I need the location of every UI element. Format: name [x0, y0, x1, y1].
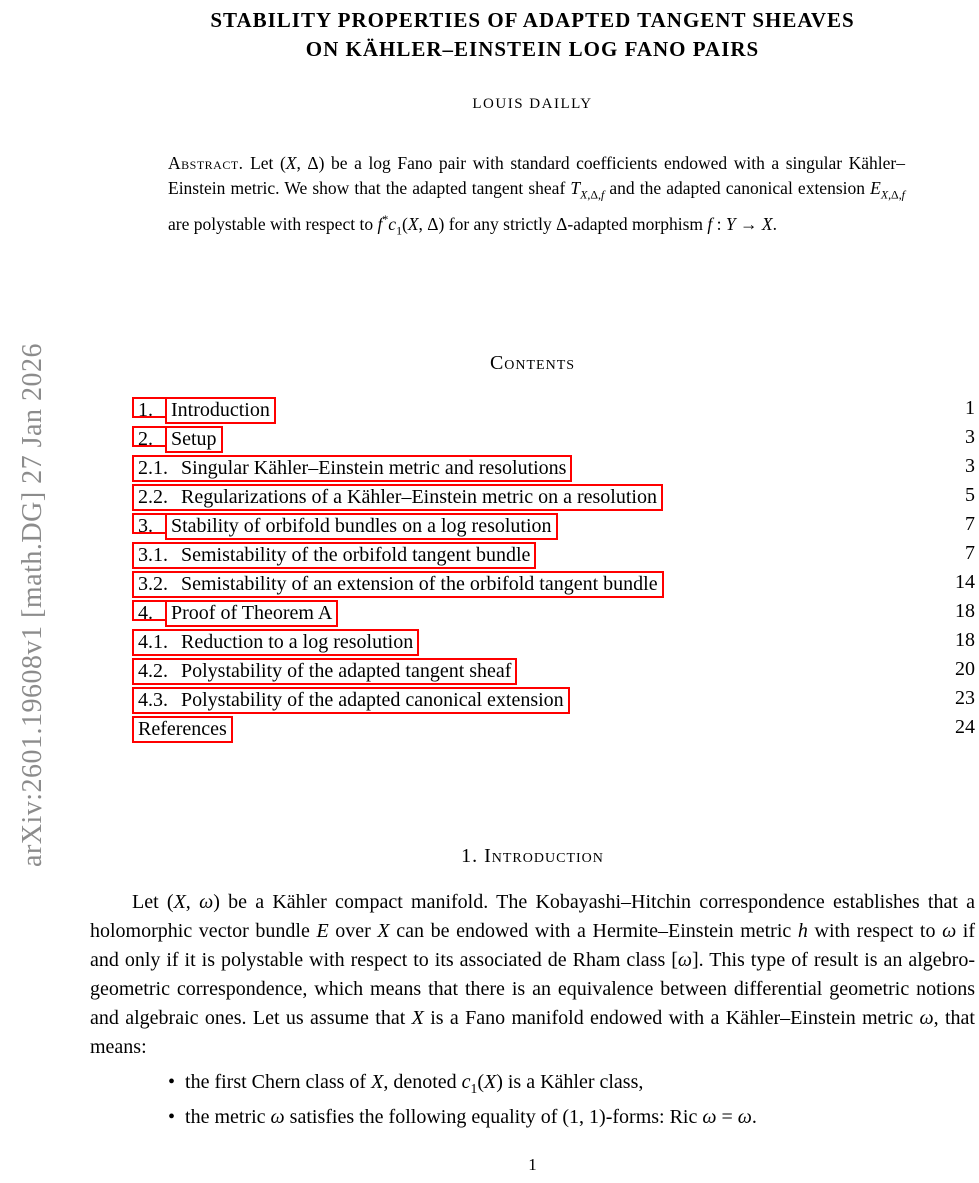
abstract-label: Abstract.	[168, 153, 244, 173]
toc-entry	[132, 571, 975, 600]
toc-link-title[interactable]: Proof of Theorem A	[165, 600, 338, 627]
toc-page-number: 23	[955, 686, 975, 709]
toc-page-number: 3	[965, 425, 975, 448]
toc-link[interactable]	[132, 571, 664, 598]
intro-paragraph: Let (X, ω) be a Kähler compact manifold. The Kobayashi–Hitchin correspondence establishes that a holomorphic vector bundle E over X can be endowed with a Hermite–Einstein metric h with respect to ω if and only if it is polystable with respect to its associated de Rham class [ω]. This type of result is an algebro-geometric correspondence, which means that there is an equivalence between differential geometric notions and algebraic ones. Let us assume that X is a Fano manifold endowed with a Kähler–Einstein metric ω, that means:	[90, 890, 976, 1058]
toc-link-title[interactable]: References	[132, 716, 233, 743]
toc-link[interactable]	[132, 484, 663, 511]
toc-link-title[interactable]: Setup	[165, 426, 223, 453]
toc-link[interactable]	[132, 600, 338, 627]
toc-entry	[132, 542, 975, 571]
paper-title-line2: ON KÄHLER–EINSTEIN LOG FANO PAIRS	[305, 37, 760, 61]
toc-page-number: 5	[965, 483, 975, 506]
toc-link-number[interactable]: 4.1.	[138, 630, 168, 653]
toc-page-number: 7	[965, 541, 975, 564]
toc-link-title[interactable]: 3.1. Semistability of the orbifold tangent bundle	[132, 542, 536, 569]
section-heading-number: 1.	[461, 844, 479, 867]
section-heading-title: Introduction	[484, 844, 604, 867]
toc-link[interactable]	[132, 629, 419, 656]
toc-link-number[interactable]: 2.1.	[138, 456, 168, 479]
bullet-item	[90, 1103, 975, 1132]
toc-link-number[interactable]: 3.2.	[138, 572, 168, 595]
section-heading	[90, 845, 975, 868]
toc-page-number: 20	[955, 657, 975, 680]
toc-link-number[interactable]: 4.3.	[138, 688, 168, 711]
toc-link[interactable]	[132, 658, 517, 685]
toc-link-title[interactable]: Introduction	[165, 397, 276, 424]
toc-page-number: 18	[955, 628, 975, 651]
toc-link-title[interactable]: 4.3. Polystability of the adapted canonical extension	[132, 687, 570, 714]
author-name: LOUIS DAILLY	[472, 96, 593, 112]
table-of-contents	[132, 397, 975, 745]
bullet-marker-icon: •	[168, 1070, 176, 1093]
toc-page-number: 1	[965, 396, 975, 419]
bullet-marker-icon: •	[168, 1105, 176, 1128]
arxiv-watermark: arXiv:2601.19608v1 [math.DG] 27 Jan 2026	[17, 343, 48, 867]
toc-link[interactable]	[132, 687, 570, 714]
toc-entry	[132, 600, 975, 629]
toc-link-number[interactable]: 1.	[132, 397, 167, 418]
bullet-text: the first Chern class of X, denoted $c_1(X)$ is a Kähler class,	[185, 1070, 644, 1096]
toc-link-number[interactable]: 4.	[132, 600, 167, 621]
toc-link[interactable]	[132, 513, 558, 540]
toc-link-title[interactable]: Stability of orbifold bundles on a log resolution	[165, 513, 558, 540]
toc-link-title[interactable]: 2.2. Regularizations of a Kähler–Einstein metric on a resolution	[132, 484, 663, 511]
toc-link-title[interactable]: 4.2. Polystability of the adapted tangent sheaf	[132, 658, 517, 685]
toc-link[interactable]	[132, 426, 223, 453]
toc-page-number: 14	[955, 570, 975, 593]
paper-title	[90, 6, 975, 64]
toc-link-number[interactable]: 4.2.	[138, 659, 168, 682]
bullet-list	[90, 1068, 975, 1132]
toc-entry	[132, 397, 975, 426]
bullet-text: the metric ω satisfies the following equality of (1, 1)-forms: Ric ω = ω.	[185, 1105, 757, 1128]
toc-entry	[132, 426, 975, 455]
contents-heading: Contents	[489, 351, 576, 374]
toc-link-number[interactable]: 3.	[132, 513, 167, 534]
toc-entry	[132, 484, 975, 513]
toc-link-number[interactable]: 3.1.	[138, 543, 168, 566]
bullet-item	[90, 1068, 975, 1103]
abstract	[168, 151, 905, 244]
toc-link[interactable]	[132, 397, 276, 424]
toc-link-number[interactable]: 2.	[132, 426, 167, 447]
toc-page-number: 24	[955, 715, 975, 738]
toc-page-number: 7	[965, 512, 975, 535]
toc-entry	[132, 455, 975, 484]
toc-link-number[interactable]: 2.2.	[138, 485, 168, 508]
toc-entry	[132, 716, 975, 745]
toc-link-title[interactable]: 3.2. Semistability of an extension of the orbifold tangent bundle	[132, 571, 664, 598]
toc-entry	[132, 687, 975, 716]
toc-link-title[interactable]: 2.1. Singular Kähler–Einstein metric and resolutions	[132, 455, 572, 482]
toc-link[interactable]	[132, 716, 233, 743]
toc-entry	[132, 513, 975, 542]
toc-page-number: 3	[965, 454, 975, 477]
toc-entry	[132, 629, 975, 658]
toc-page-number: 18	[955, 599, 975, 622]
toc-link-title[interactable]: 4.1. Reduction to a log resolution	[132, 629, 419, 656]
page-number: 1	[528, 1155, 537, 1174]
toc-link[interactable]	[132, 455, 572, 482]
toc-entry	[132, 658, 975, 687]
toc-link[interactable]	[132, 542, 536, 569]
paper-title-line1: STABILITY PROPERTIES OF ADAPTED TANGENT SHEAVES	[210, 8, 855, 32]
abstract-text: Let (X, Δ) be a log Fano pair with standard coefficients endowed with a singular Kähler–Einstein metric. We show that the adapted tangent sheaf $T_{X,\Delta,f}$ and the adapted canonical extension $E_{X,\Delta,f}$ are polystable with respect to $f^*c_1(X$, Δ) for any strictly Δ-adapted morphism f : Y → X.	[168, 153, 906, 238]
